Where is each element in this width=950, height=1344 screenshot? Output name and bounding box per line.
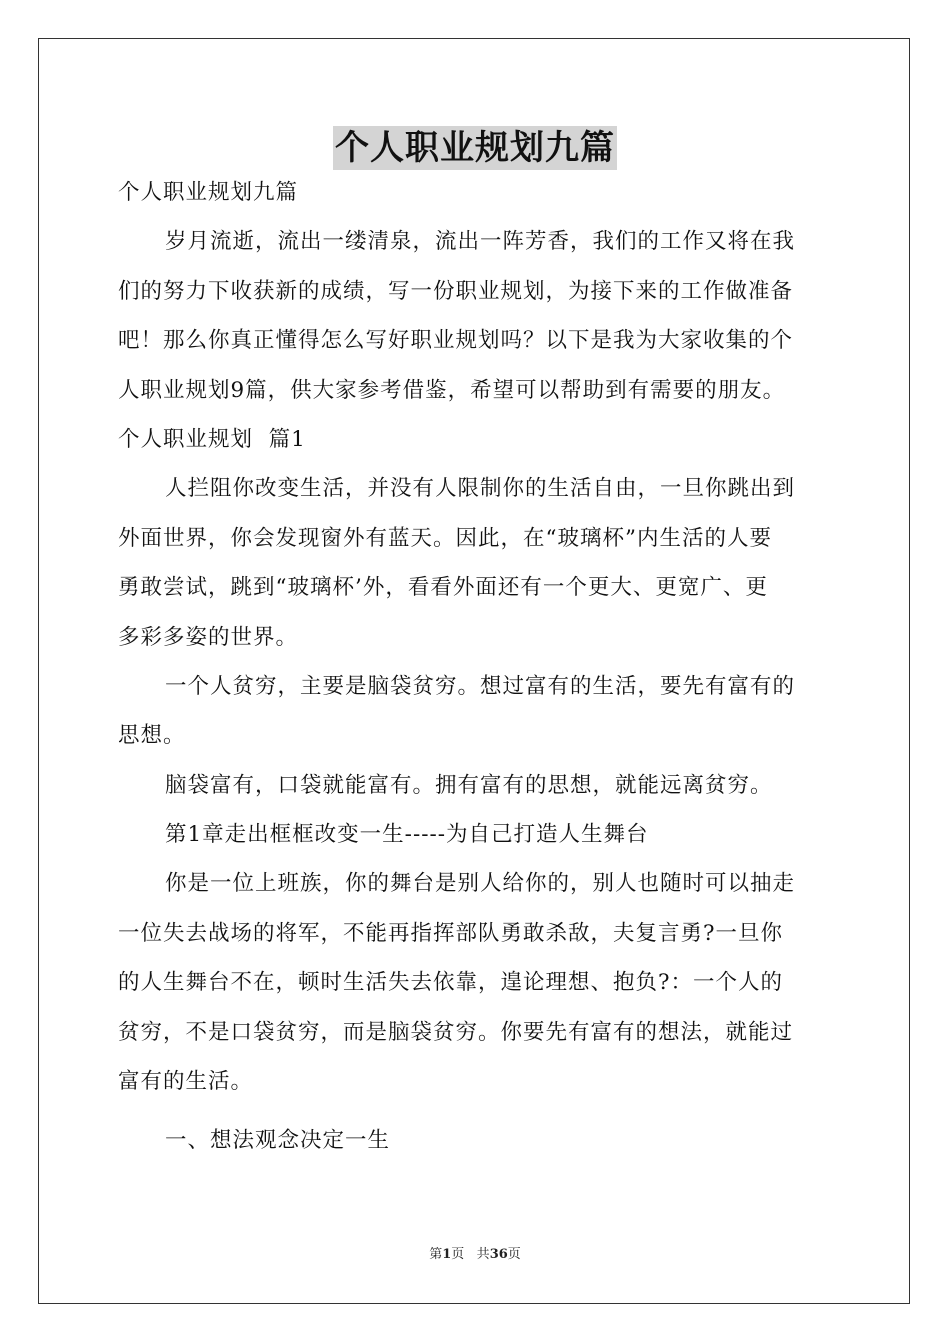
chapter-heading: 第1章走出框框改变一生-----为自己打造人生舞台 bbox=[165, 822, 649, 848]
subtitle-line: 个人职业规划九篇 bbox=[118, 180, 299, 205]
section-heading: 个人职业规划 篇1 bbox=[118, 426, 306, 452]
total-pages: 36 bbox=[489, 1247, 508, 1262]
paragraph-line: 富有的生活。 bbox=[118, 1069, 254, 1095]
paragraph-line: 思想。 bbox=[118, 723, 186, 749]
total-prefix: 共 bbox=[476, 1247, 490, 1262]
paragraph-line: 一个人贫穷，主要是脑袋贫穷。想过富有的生活，要先有富有的 bbox=[165, 673, 796, 699]
document-body bbox=[118, 178, 834, 1175]
paragraph-line: 的人生舞台不在，顿时生活失去依靠，遑论理想、抱负?：一个人的 bbox=[118, 970, 784, 996]
paragraph-line: 外面世界，你会发现窗外有蓝天。因此，在“玻璃杯”内生活的人要 bbox=[118, 525, 772, 551]
page-number: 1 bbox=[442, 1247, 452, 1262]
intro-paragraph-line: 人职业规划9篇，供大家参考借鉴，希望可以帮助到有需要的朋友。 bbox=[118, 377, 786, 403]
document-title-text: 个人职业规划九篇 bbox=[335, 128, 615, 168]
intro-paragraph-line: 吧！那么你真正懂得怎么写好职业规划吗？以下是我为大家收集的个 bbox=[118, 328, 794, 354]
intro-paragraph-line: 岁月流逝，流出一缕清泉，流出一阵芳香，我们的工作又将在我 bbox=[165, 229, 796, 255]
paragraph-line: 人拦阻你改变生活，并没有人限制你的生活自由，一旦你跳出到 bbox=[165, 476, 796, 502]
paragraph-line: 脑袋富有，口袋就能富有。拥有富有的思想，就能远离贫穷。 bbox=[165, 772, 773, 798]
subsection-heading: 一、想法观念决定一生 bbox=[165, 1128, 391, 1154]
total-suffix: 页 bbox=[507, 1247, 521, 1262]
paragraph-line: 贫穷，不是口袋贫穷，而是脑袋贫穷。你要先有富有的想法，就能过 bbox=[118, 1019, 794, 1045]
paragraph-line: 多彩多姿的世界。 bbox=[118, 624, 299, 650]
page-suffix: 页 bbox=[451, 1247, 465, 1262]
paragraph-line: 勇敢尝试，跳到“玻璃杯’外，看看外面还有一个更大、更宽广、更 bbox=[118, 575, 768, 601]
paragraph-line: 一位失去战场的将军，不能再指挥部队勇敢杀敌，夫复言勇?一旦你 bbox=[118, 920, 784, 946]
intro-paragraph-line: 们的努力下收获新的成绩，写一份职业规划，为接下来的工作做准备 bbox=[118, 278, 794, 304]
page-footer bbox=[0, 1246, 950, 1264]
paragraph-line: 你是一位上班族，你的舞台是别人给你的，别人也随时可以抽走 bbox=[165, 871, 796, 897]
document-title bbox=[0, 126, 950, 170]
page-prefix: 第 bbox=[429, 1247, 443, 1262]
